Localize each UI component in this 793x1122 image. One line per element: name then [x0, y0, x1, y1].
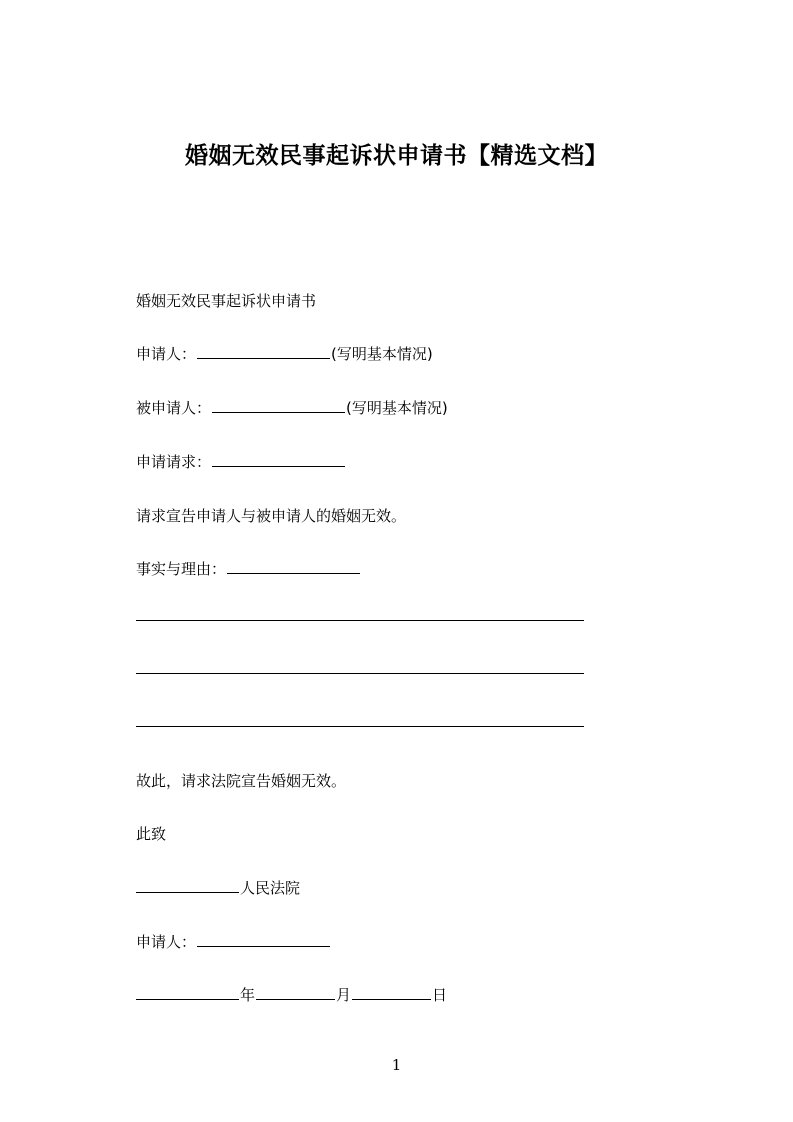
month-label: 月 [336, 986, 352, 1004]
respondent-blank [212, 397, 345, 413]
month-blank [256, 984, 335, 1000]
claim-text-line [136, 505, 406, 527]
subtitle-text: 婚姻无效民事起诉状申请书 [136, 292, 317, 310]
year-label: 年 [240, 986, 256, 1004]
signature-line [136, 931, 331, 953]
year-blank [136, 984, 239, 1000]
respondent-line [136, 397, 448, 419]
facts-blank [227, 558, 360, 574]
document-title: 婚姻无效民事起诉状申请书【精选文档】 [185, 143, 608, 169]
respondent-note: (写明基本情况) [346, 399, 448, 417]
court-blank [136, 877, 239, 893]
signature-label: 申请人： [136, 933, 197, 951]
facts-fill-line-1 [136, 620, 584, 621]
respondent-label: 被申请人： [136, 399, 212, 417]
day-label: 日 [432, 986, 448, 1004]
salutation-line [136, 823, 166, 845]
facts-fill-line-2 [136, 673, 584, 674]
court-line [136, 877, 300, 899]
court-suffix: 人民法院 [240, 879, 301, 897]
facts-label: 事实与理由： [136, 560, 227, 578]
claim-blank [212, 451, 345, 467]
document-subtitle [136, 290, 316, 312]
claim-label: 申请请求： [136, 453, 212, 471]
page-number: 1 [391, 1056, 402, 1074]
claim-line [136, 451, 346, 473]
applicant-label: 申请人： [136, 345, 197, 363]
day-blank [352, 984, 431, 1000]
date-line [136, 984, 447, 1006]
facts-fill-line-3 [136, 726, 584, 727]
claim-text: 请求宣告申请人与被申请人的婚姻无效。 [136, 507, 407, 525]
conclusion-line [136, 770, 346, 792]
facts-line [136, 558, 361, 580]
signature-blank [197, 931, 330, 947]
applicant-line [136, 343, 433, 365]
applicant-note: (写明基本情况) [331, 345, 433, 363]
conclusion-text: 故此，请求法院宣告婚姻无效。 [136, 772, 347, 790]
applicant-blank [197, 343, 330, 359]
salutation-text: 此致 [136, 825, 167, 843]
